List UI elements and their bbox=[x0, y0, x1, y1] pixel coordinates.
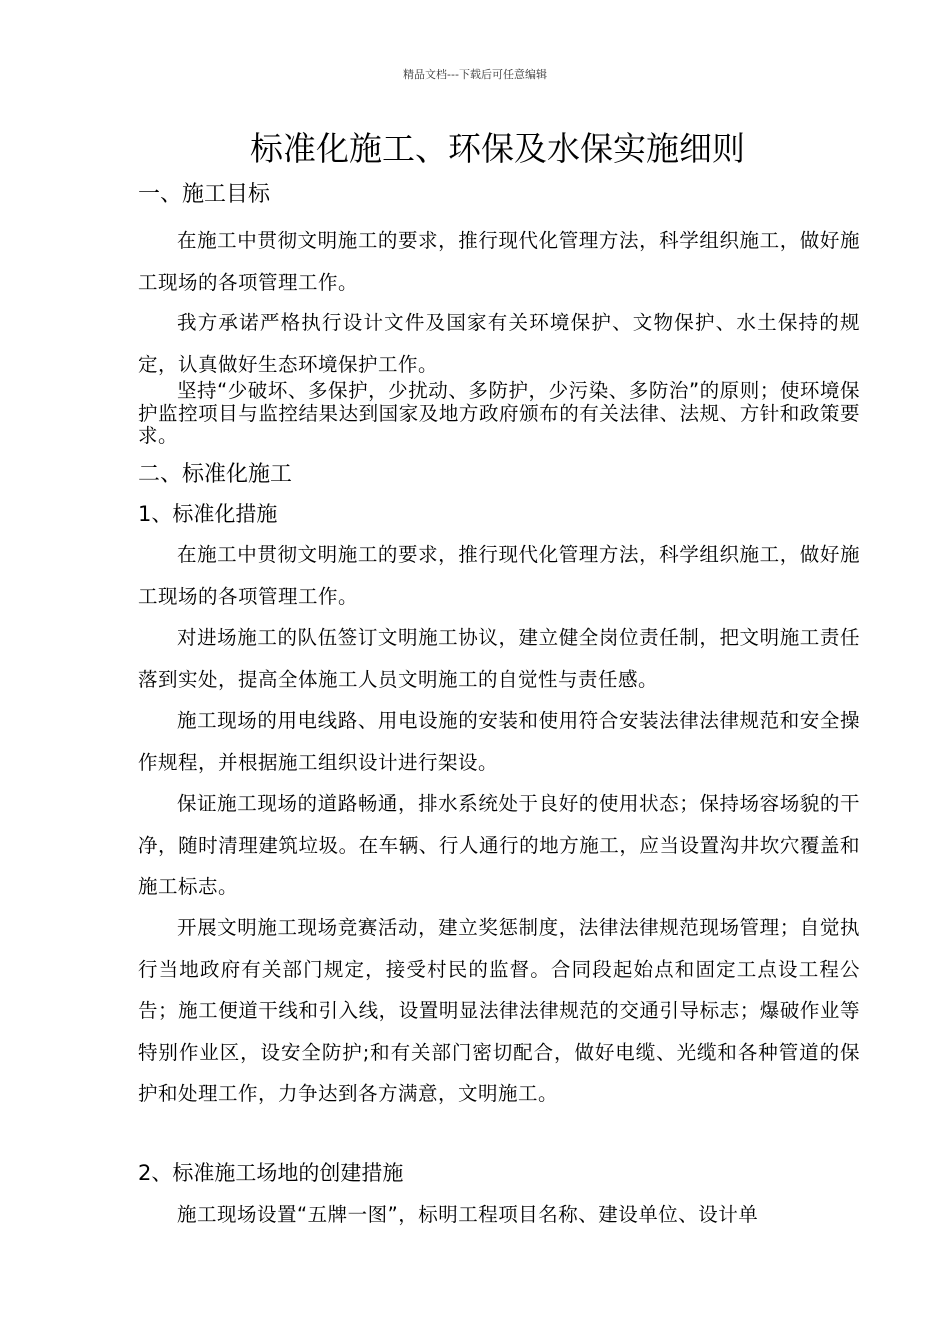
paragraph: 开展文明施工现场竞赛活动，建立奖惩制度，法律法律规范现场管理；自觉执行当地政府有关部门规定，接受村民的监督。合同段起始点和固定工点设工程公告；施工便道干线和引入线，设置明显法律法律规范的交通引导标志；爆破作业等特别作业区，设安全防护;和有关部门密切配合，做好电缆、光缆和各种管道的保护和处理工作，力争达到各方满意，文明施工。 bbox=[138, 916, 860, 1105]
paragraph: 在施工中贯彻文明施工的要求，推行现代化管理方法，科学组织施工，做好施工现场的各项管理工作。 bbox=[138, 229, 860, 294]
paragraph: 在施工中贯彻文明施工的要求，推行现代化管理方法，科学组织施工，做好施工现场的各项管理工作。 bbox=[138, 543, 860, 608]
section-heading-goals: 一、施工目标 bbox=[138, 182, 271, 207]
document-title: 标准化施工、环保及水保实施细则 bbox=[250, 129, 745, 168]
paragraph: 我方承诺严格执行设计文件及国家有关环境保护、文物保护、水土保持的规定，认真做好生态环境保护工作。 bbox=[138, 311, 860, 376]
paragraph: 对进场施工的队伍签订文明施工协议，建立健全岗位责任制，把文明施工责任落到实处，提高全体施工人员文明施工的自觉性与责任感。 bbox=[138, 626, 860, 691]
paragraph: 施工现场设置“五牌一图”，标明工程项目名称、建设单位、设计单 bbox=[177, 1203, 759, 1226]
paragraph: 施工现场的用电线路、用电设施的安装和使用符合安装法律法律规范和安全操作规程，并根据施工组织设计进行架设。 bbox=[138, 709, 860, 774]
subsection-heading-measures: 1、标准化措施 bbox=[138, 502, 278, 526]
page-header-note: 精品文档---下载后可任意编辑 bbox=[403, 68, 547, 81]
paragraph: 保证施工现场的道路畅通，排水系统处于良好的使用状态；保持场容场貌的干净，随时清理建筑垃圾。在车辆、行人通行的地方施工，应当设置沟井坎穴覆盖和施工标志。 bbox=[138, 792, 860, 898]
subsection-heading-site-creation: 2、标准施工场地的创建措施 bbox=[138, 1161, 404, 1185]
paragraph: 坚持“少破坏、多保护，少扰动、多防护，少污染、多防治”的原则；使环境保护监控项目与监控结果达到国家及地方政府颁布的有关法律、法规、方针和政策要求。 bbox=[138, 379, 860, 447]
section-heading-standardization: 二、标准化施工 bbox=[138, 462, 293, 487]
